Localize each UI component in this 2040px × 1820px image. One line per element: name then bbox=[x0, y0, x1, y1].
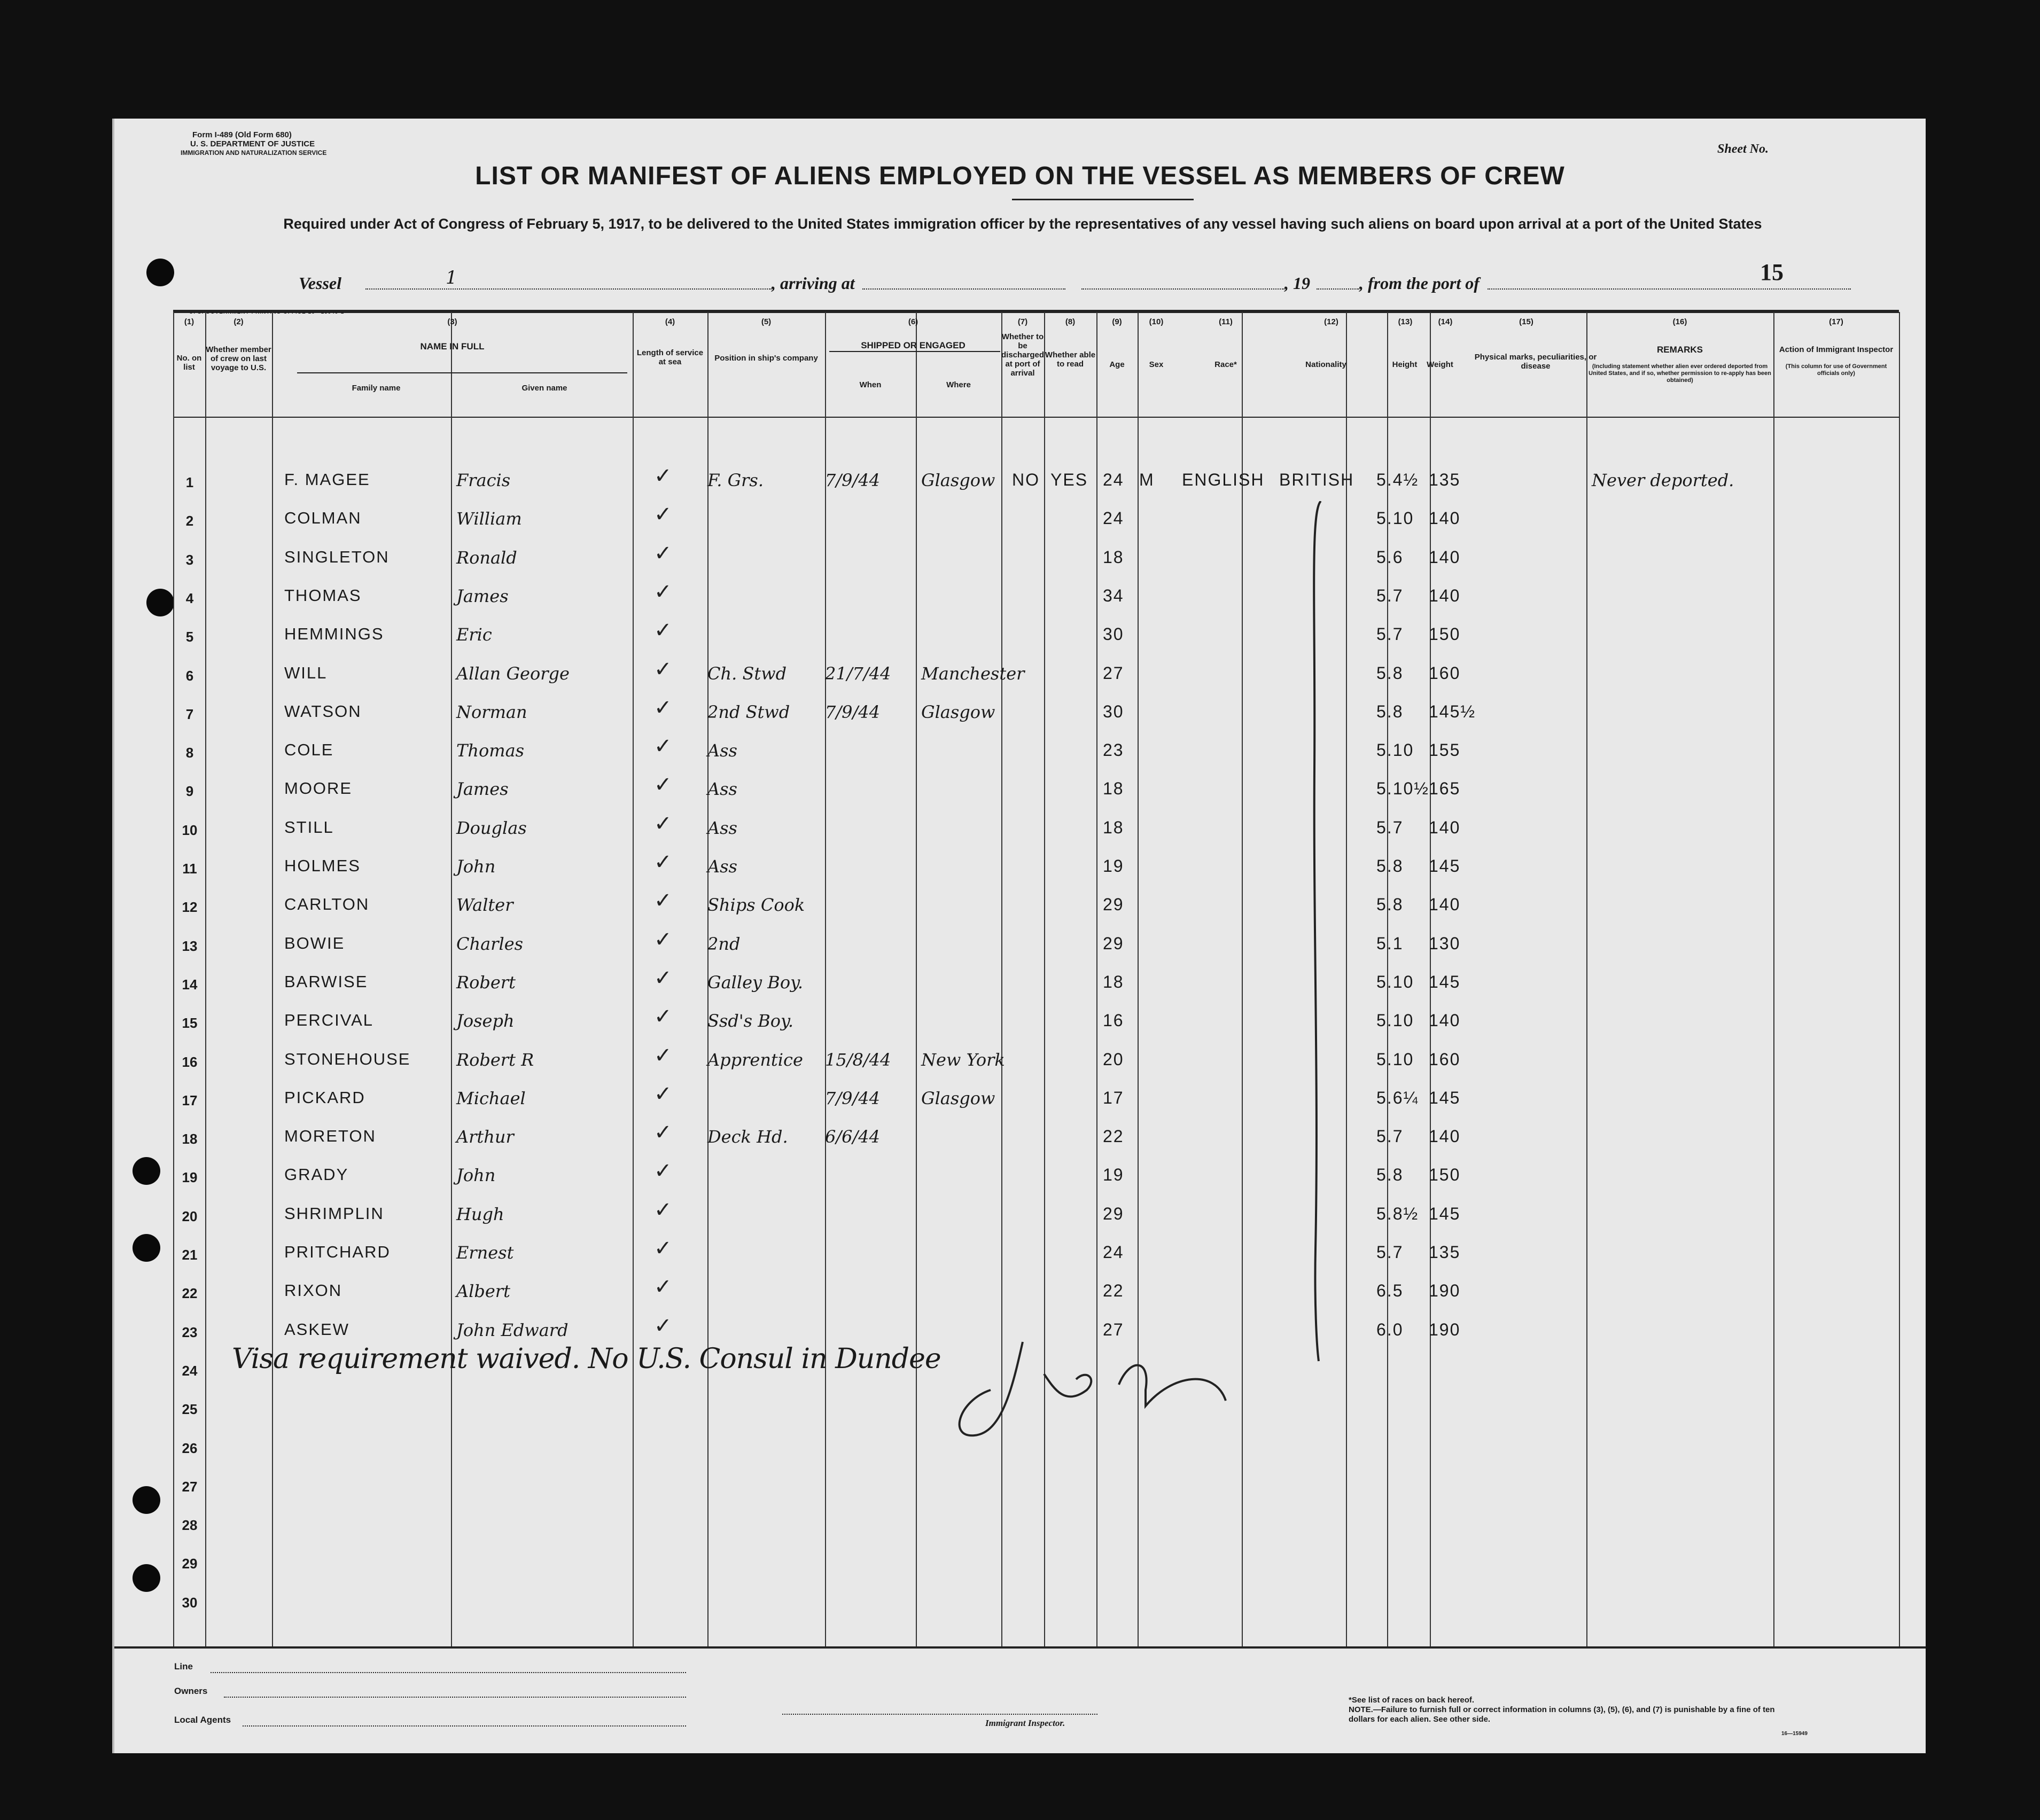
from-port-label: , from the port of bbox=[1359, 274, 1480, 293]
row-number: 21 bbox=[182, 1247, 198, 1263]
cell-age: 18 bbox=[1103, 548, 1124, 567]
row-number: 13 bbox=[182, 938, 198, 954]
column-header-c12: Nationality bbox=[1305, 360, 1346, 369]
cell-given: Norman bbox=[456, 702, 527, 722]
column-number: (2) bbox=[233, 317, 244, 326]
cell-nationality: BRITISH bbox=[1279, 470, 1354, 489]
cell-where: Glasgow bbox=[921, 470, 995, 490]
column-header-c6b: Where bbox=[946, 380, 971, 389]
cell-family: HEMMINGS bbox=[284, 624, 384, 643]
cell-given: William bbox=[456, 509, 522, 529]
cell-height: 5.7 bbox=[1376, 1243, 1404, 1262]
form-subtitle: Required under Act of Congress of February 5, 1917, to be delivered to the United States immigration officer by the representatives of any vessel having such aliens on board upon arrival at a port of the United States bbox=[283, 216, 1762, 232]
cell-family: CARLTON bbox=[284, 895, 370, 913]
races-note: *See list of races on back hereof. bbox=[1349, 1696, 1475, 1705]
cell-family: COLMAN bbox=[284, 509, 362, 527]
cell-family: ASKEW bbox=[284, 1320, 349, 1339]
column-rule bbox=[1586, 312, 1587, 1646]
cell-weight: 150 bbox=[1429, 624, 1461, 644]
cell-age: 18 bbox=[1103, 972, 1124, 991]
line-label: Line bbox=[174, 1661, 193, 1671]
column-header-c3b: Given name bbox=[521, 384, 567, 393]
cell-height: 5.7 bbox=[1376, 586, 1404, 605]
row-number: 10 bbox=[182, 822, 198, 838]
row-number: 4 bbox=[185, 590, 194, 606]
punch-hole bbox=[146, 589, 174, 616]
cell-weight: 145 bbox=[1429, 972, 1461, 991]
manifest-sheet bbox=[112, 119, 1926, 1753]
length-of-service-check-icon: ✓ bbox=[654, 1236, 672, 1261]
cell-weight: 140 bbox=[1429, 895, 1461, 914]
cell-weight: 145 bbox=[1429, 856, 1461, 876]
column-number: (16) bbox=[1672, 317, 1687, 326]
cell-weight: 140 bbox=[1429, 586, 1461, 605]
cell-age: 20 bbox=[1103, 1050, 1124, 1069]
cell-age: 16 bbox=[1103, 1011, 1124, 1030]
cell-family: SHRIMPLIN bbox=[284, 1204, 384, 1223]
cell-weight: 145½ bbox=[1429, 702, 1476, 721]
cell-position: Galley Boy. bbox=[707, 972, 804, 993]
row-number: 19 bbox=[182, 1169, 198, 1185]
column-number: (10) bbox=[1149, 317, 1164, 326]
form-id-line: IMMIGRATION AND NATURALIZATION SERVICE bbox=[181, 149, 327, 157]
cell-family: RIXON bbox=[284, 1281, 342, 1300]
punch-hole bbox=[133, 1486, 160, 1514]
cell-family: WILL bbox=[284, 663, 328, 682]
length-of-service-check-icon: ✓ bbox=[654, 734, 672, 759]
vessel-field bbox=[365, 288, 772, 290]
cell-height: 5.8 bbox=[1376, 663, 1404, 683]
cell-family: MORETON bbox=[284, 1127, 376, 1145]
cell-where: Manchester bbox=[921, 663, 1025, 684]
table-bottom-rule bbox=[114, 1646, 1926, 1649]
cell-weight: 135 bbox=[1429, 1243, 1461, 1262]
column-header-c3: NAME IN FULL bbox=[420, 341, 485, 351]
length-of-service-check-icon: ✓ bbox=[654, 541, 672, 566]
cell-age: 30 bbox=[1103, 702, 1124, 721]
column-header-c14: Weight bbox=[1427, 360, 1453, 369]
cell-weight: 140 bbox=[1429, 1127, 1461, 1146]
length-of-service-check-icon: ✓ bbox=[654, 888, 672, 913]
column-header-c6a: When bbox=[859, 380, 882, 389]
row-number: 9 bbox=[185, 783, 194, 799]
row-number: 16 bbox=[182, 1054, 198, 1070]
cell-given: Eric bbox=[456, 624, 492, 645]
length-of-service-check-icon: ✓ bbox=[654, 850, 672, 874]
cell-weight: 155 bbox=[1429, 740, 1461, 760]
cell-weight: 160 bbox=[1429, 663, 1461, 683]
cell-given: James bbox=[456, 586, 509, 606]
row-number: 11 bbox=[182, 861, 197, 877]
cell-height: 5.10 bbox=[1376, 1011, 1414, 1030]
row-number: 23 bbox=[182, 1324, 198, 1340]
cell-weight: 140 bbox=[1429, 818, 1461, 837]
column-number: (1) bbox=[184, 317, 194, 326]
local-agents-field bbox=[243, 1725, 686, 1727]
from-port-field bbox=[1488, 288, 1851, 290]
cell-when: 7/9/44 bbox=[825, 470, 880, 490]
cell-height: 5.10 bbox=[1376, 740, 1414, 760]
cell-position: Ass bbox=[707, 856, 737, 877]
cell-given: Robert bbox=[456, 972, 516, 993]
column-header-c11: Race* bbox=[1214, 360, 1237, 369]
cell-age: 27 bbox=[1103, 1320, 1124, 1339]
form-id-line: Form I-489 (Old Form 680) bbox=[192, 130, 292, 139]
length-of-service-check-icon: ✓ bbox=[654, 1275, 672, 1299]
cell-height: 5.7 bbox=[1376, 818, 1404, 837]
year-label: , 19 bbox=[1284, 274, 1310, 293]
column-number: (6) bbox=[908, 317, 918, 326]
cell-when: 15/8/44 bbox=[825, 1050, 891, 1070]
cell-height: 6.5 bbox=[1376, 1281, 1404, 1300]
cell-height: 5.10½ bbox=[1376, 779, 1429, 798]
cell-family: PRITCHARD bbox=[284, 1243, 391, 1261]
cell-age: 27 bbox=[1103, 663, 1124, 683]
cell-height: 5.7 bbox=[1376, 1127, 1404, 1146]
length-of-service-check-icon: ✓ bbox=[654, 1120, 672, 1145]
cell-family: COLE bbox=[284, 740, 334, 759]
cell-height: 5.8 bbox=[1376, 895, 1404, 914]
cell-age: 24 bbox=[1103, 470, 1124, 489]
owners-label: Owners bbox=[174, 1686, 208, 1696]
cell-when: 6/6/44 bbox=[825, 1127, 880, 1147]
cell-age: 18 bbox=[1103, 779, 1124, 798]
cell-age: 30 bbox=[1103, 624, 1124, 644]
cell-read: YES bbox=[1050, 470, 1088, 489]
cell-position: Ass bbox=[707, 779, 737, 799]
column-number: (12) bbox=[1324, 317, 1338, 326]
cell-age: 17 bbox=[1103, 1088, 1124, 1107]
cell-family: WATSON bbox=[284, 702, 362, 721]
cell-age: 29 bbox=[1103, 895, 1124, 914]
cell-weight: 140 bbox=[1429, 1011, 1461, 1030]
column-header-c13: Height bbox=[1392, 360, 1418, 369]
cell-height: 5.8 bbox=[1376, 702, 1404, 721]
column-rule bbox=[173, 312, 174, 1646]
cell-given: Douglas bbox=[456, 818, 527, 838]
column-rule bbox=[1899, 312, 1900, 1646]
cell-position: Ssd's Boy. bbox=[707, 1011, 793, 1031]
cell-age: 18 bbox=[1103, 818, 1124, 837]
cell-position: 2nd Stwd bbox=[707, 702, 790, 722]
column-rule bbox=[272, 312, 273, 1646]
cell-position: Ass bbox=[707, 818, 737, 838]
row-number: 30 bbox=[182, 1595, 198, 1611]
length-of-service-check-icon: ✓ bbox=[654, 966, 672, 990]
ditto-brace bbox=[1305, 501, 1326, 1366]
column-number: (9) bbox=[1112, 317, 1122, 326]
row-number: 14 bbox=[182, 977, 198, 993]
owners-field bbox=[224, 1697, 686, 1698]
cell-family: STILL bbox=[284, 818, 334, 837]
cell-age: 34 bbox=[1103, 586, 1124, 605]
year-field bbox=[1317, 288, 1359, 290]
cell-weight: 145 bbox=[1429, 1088, 1461, 1107]
cell-where: New York bbox=[921, 1050, 1005, 1070]
cell-given: Ernest bbox=[456, 1243, 514, 1263]
sheet-no-label: Sheet No. bbox=[1717, 142, 1769, 156]
cell-family: GRADY bbox=[284, 1165, 349, 1184]
cell-family: PICKARD bbox=[284, 1088, 365, 1107]
row-number: 18 bbox=[182, 1131, 198, 1147]
column-rule bbox=[451, 312, 452, 1646]
row-number: 1 bbox=[185, 474, 194, 490]
row-number: 15 bbox=[182, 1015, 198, 1031]
cell-height: 5.10 bbox=[1376, 509, 1414, 528]
column-rule bbox=[1346, 312, 1347, 1646]
column-number: (15) bbox=[1519, 317, 1533, 326]
row-number: 6 bbox=[185, 668, 194, 684]
cell-where: Glasgow bbox=[921, 1088, 995, 1108]
cell-weight: 160 bbox=[1429, 1050, 1461, 1069]
length-of-service-check-icon: ✓ bbox=[654, 1198, 672, 1222]
row-number: 17 bbox=[182, 1092, 198, 1108]
row-number: 2 bbox=[185, 513, 194, 529]
signature-mark bbox=[798, 1326, 1258, 1449]
cell-position: Ch. Stwd bbox=[707, 663, 787, 684]
cell-height: 5.6 bbox=[1376, 548, 1404, 567]
column-number: (11) bbox=[1219, 317, 1233, 326]
vessel-label: Vessel bbox=[299, 274, 341, 293]
column-header-c5: Position in ship's company bbox=[714, 354, 818, 363]
cell-given: Thomas bbox=[456, 740, 525, 761]
column-header-c6: SHIPPED OR ENGAGED bbox=[861, 340, 966, 350]
cell-when: 21/7/44 bbox=[825, 663, 891, 684]
cell-age: 22 bbox=[1103, 1127, 1124, 1146]
cell-family: BOWIE bbox=[284, 934, 345, 952]
cell-remarks: Never deported. bbox=[1592, 470, 1734, 490]
cell-weight: 190 bbox=[1429, 1281, 1461, 1300]
cell-height: 5.6¼ bbox=[1376, 1088, 1419, 1107]
cell-sex: M bbox=[1139, 470, 1155, 489]
title-underline bbox=[1012, 199, 1194, 200]
cell-height: 5.7 bbox=[1376, 624, 1404, 644]
column-header-c4: Length of service at sea bbox=[636, 348, 704, 366]
column-number: (8) bbox=[1065, 317, 1076, 326]
length-of-service-check-icon: ✓ bbox=[654, 1082, 672, 1106]
cell-age: 24 bbox=[1103, 1243, 1124, 1262]
column-number: (3) bbox=[447, 317, 457, 326]
cell-family: STONEHOUSE bbox=[284, 1050, 411, 1068]
column-number: (14) bbox=[1438, 317, 1453, 326]
cell-given: Hugh bbox=[456, 1204, 504, 1224]
cell-given: John bbox=[456, 856, 496, 877]
column-header-c15: Physical marks, peculiarities, or disease bbox=[1474, 353, 1597, 371]
cell-given: John bbox=[456, 1165, 496, 1185]
cell-height: 5.8 bbox=[1376, 1165, 1404, 1184]
cell-race: ENGLISH bbox=[1182, 470, 1265, 489]
cell-height: 6.0 bbox=[1376, 1320, 1404, 1339]
row-number: 20 bbox=[182, 1208, 198, 1224]
cell-given: James bbox=[456, 779, 509, 799]
length-of-service-check-icon: ✓ bbox=[654, 618, 672, 643]
cell-discharged: NO bbox=[1012, 470, 1040, 489]
line-field bbox=[211, 1672, 686, 1673]
page-number: 15 bbox=[1760, 259, 1784, 285]
vessel-value: 1 bbox=[446, 267, 457, 288]
column-header-c1: No. on list bbox=[176, 354, 202, 372]
cell-weight: 130 bbox=[1429, 934, 1461, 953]
column-header-c17: Action of Immigrant Inspector bbox=[1779, 345, 1894, 354]
length-of-service-check-icon: ✓ bbox=[654, 1004, 672, 1029]
cell-given: Robert R bbox=[456, 1050, 534, 1070]
cell-age: 24 bbox=[1103, 509, 1124, 528]
length-of-service-check-icon: ✓ bbox=[654, 696, 672, 720]
cell-position: Ships Cook bbox=[707, 895, 805, 915]
cell-given: Charles bbox=[456, 934, 524, 954]
row-number: 7 bbox=[185, 706, 194, 722]
length-of-service-check-icon: ✓ bbox=[654, 772, 672, 797]
column-rule bbox=[633, 312, 634, 1646]
cell-given: Michael bbox=[456, 1088, 526, 1108]
row-number: 26 bbox=[182, 1440, 198, 1456]
cell-age: 29 bbox=[1103, 1204, 1124, 1223]
cell-age: 19 bbox=[1103, 1165, 1124, 1184]
length-of-service-check-icon: ✓ bbox=[654, 927, 672, 952]
cell-position: Ass bbox=[707, 740, 737, 761]
column-header-c7: Whether to be discharged at port of arrival bbox=[1001, 332, 1045, 378]
cell-family: PERCIVAL bbox=[284, 1011, 374, 1029]
cell-given: Fracis bbox=[456, 470, 511, 490]
column-header-c10: Sex bbox=[1149, 360, 1164, 369]
cell-age: 19 bbox=[1103, 856, 1124, 876]
column-header-c8: Whether able to read bbox=[1045, 350, 1096, 369]
header-sub-rule bbox=[297, 372, 627, 373]
immigrant-inspector-label: Immigrant Inspector. bbox=[985, 1718, 1065, 1728]
row-number: 8 bbox=[185, 745, 194, 761]
row-number: 27 bbox=[182, 1479, 198, 1495]
cell-family: MOORE bbox=[284, 779, 353, 798]
form-id-block bbox=[181, 130, 326, 158]
cell-family: SINGLETON bbox=[284, 548, 390, 566]
row-number: 5 bbox=[185, 629, 194, 645]
length-of-service-check-icon: ✓ bbox=[654, 811, 672, 836]
row-number: 22 bbox=[182, 1285, 198, 1301]
row-number: 29 bbox=[182, 1556, 198, 1572]
cell-weight: 190 bbox=[1429, 1320, 1461, 1339]
column-number: (13) bbox=[1398, 317, 1413, 326]
column-rule bbox=[205, 312, 206, 1646]
cell-weight: 140 bbox=[1429, 509, 1461, 528]
visa-annotation: Visa requirement waived. No U.S. Consul in Dundee bbox=[232, 1343, 941, 1375]
cell-age: 22 bbox=[1103, 1281, 1124, 1300]
cell-weight: 165 bbox=[1429, 779, 1461, 798]
cell-weight: 145 bbox=[1429, 1204, 1461, 1223]
cell-when: 7/9/44 bbox=[825, 1088, 880, 1108]
length-of-service-check-icon: ✓ bbox=[654, 580, 672, 604]
cell-given: Albert bbox=[456, 1281, 510, 1301]
cell-when: 7/9/44 bbox=[825, 702, 880, 722]
cell-weight: 135 bbox=[1429, 470, 1461, 489]
punch-hole bbox=[146, 259, 174, 286]
row-number: 24 bbox=[182, 1363, 198, 1379]
cell-position: 2nd bbox=[707, 934, 741, 954]
column-header-c2: Whether member of crew on last voyage to U.S. bbox=[206, 345, 271, 372]
column-number: (5) bbox=[761, 317, 772, 326]
column-header-c3a: Family name bbox=[352, 384, 401, 393]
row-number: 12 bbox=[182, 899, 198, 915]
length-of-service-check-icon: ✓ bbox=[654, 1159, 672, 1183]
arriving-field bbox=[862, 288, 1065, 290]
header-sub-rule bbox=[829, 351, 1000, 352]
punch-hole bbox=[133, 1564, 160, 1592]
cell-family: F. MAGEE bbox=[284, 470, 370, 489]
row-number: 28 bbox=[182, 1517, 198, 1533]
column-number: (17) bbox=[1829, 317, 1843, 326]
form-title: LIST OR MANIFEST OF ALIENS EMPLOYED ON THE VESSEL AS MEMBERS OF CREW bbox=[475, 162, 1565, 190]
column-number: (7) bbox=[1017, 317, 1028, 326]
cell-given: Allan George bbox=[456, 663, 570, 684]
punch-hole bbox=[133, 1157, 160, 1185]
form-id-line: U. S. DEPARTMENT OF JUSTICE bbox=[190, 139, 315, 149]
cell-position: Apprentice bbox=[707, 1050, 803, 1070]
column-header-c9: Age bbox=[1109, 360, 1125, 369]
cell-height: 5.10 bbox=[1376, 1050, 1414, 1069]
cell-weight: 140 bbox=[1429, 548, 1461, 567]
cell-position: Deck Hd. bbox=[707, 1127, 788, 1147]
cell-given: John Edward bbox=[456, 1320, 569, 1340]
length-of-service-check-icon: ✓ bbox=[654, 464, 672, 488]
cell-age: 29 bbox=[1103, 934, 1124, 953]
cell-age: 23 bbox=[1103, 740, 1124, 760]
date-field bbox=[1081, 288, 1284, 290]
punch-hole bbox=[133, 1234, 160, 1262]
cell-family: BARWISE bbox=[284, 972, 368, 991]
column-header-c16: REMARKS bbox=[1657, 345, 1703, 355]
cell-height: 5.1 bbox=[1376, 934, 1404, 953]
length-of-service-check-icon: ✓ bbox=[654, 502, 672, 527]
cell-where: Glasgow bbox=[921, 702, 995, 722]
row-number: 25 bbox=[182, 1401, 198, 1417]
cell-height: 5.4½ bbox=[1376, 470, 1419, 489]
column-rule bbox=[1773, 312, 1774, 1646]
cell-position: F. Grs. bbox=[707, 470, 764, 490]
cell-weight: 150 bbox=[1429, 1165, 1461, 1184]
cell-given: Ronald bbox=[456, 548, 517, 568]
length-of-service-check-icon: ✓ bbox=[654, 657, 672, 682]
cell-height: 5.8 bbox=[1376, 856, 1404, 876]
cell-height: 5.10 bbox=[1376, 972, 1414, 991]
column-subheader-c17: (This column for use of Government officials only) bbox=[1785, 363, 1887, 377]
cell-family: THOMAS bbox=[284, 586, 362, 605]
length-of-service-check-icon: ✓ bbox=[654, 1314, 672, 1338]
form-code: 16—15949 bbox=[1781, 1731, 1808, 1737]
cell-height: 5.8½ bbox=[1376, 1204, 1419, 1223]
row-number: 3 bbox=[185, 552, 194, 568]
cell-given: Arthur bbox=[456, 1127, 514, 1147]
cell-given: Walter bbox=[456, 895, 513, 915]
arriving-label: , arriving at bbox=[772, 274, 855, 293]
column-subheader-c16: (Including statement whether alien ever ordered deported from United States, and if so, whether permission to re-apply has been obtained) bbox=[1589, 363, 1771, 384]
inspector-signature-field bbox=[782, 1714, 1097, 1715]
local-agents-label: Local Agents bbox=[174, 1715, 231, 1725]
table-top-rule bbox=[173, 310, 1899, 313]
cell-given: Joseph bbox=[456, 1011, 515, 1031]
column-number: (4) bbox=[665, 317, 675, 326]
cell-family: HOLMES bbox=[284, 856, 361, 875]
header-bottom-rule bbox=[173, 417, 1899, 418]
penalty-note: NOTE.—Failure to furnish full or correct information in columns (3), (5), (6), and (7) is punishable by a fine of ten dollars for each alien. See other side. bbox=[1349, 1705, 1775, 1724]
length-of-service-check-icon: ✓ bbox=[654, 1043, 672, 1068]
